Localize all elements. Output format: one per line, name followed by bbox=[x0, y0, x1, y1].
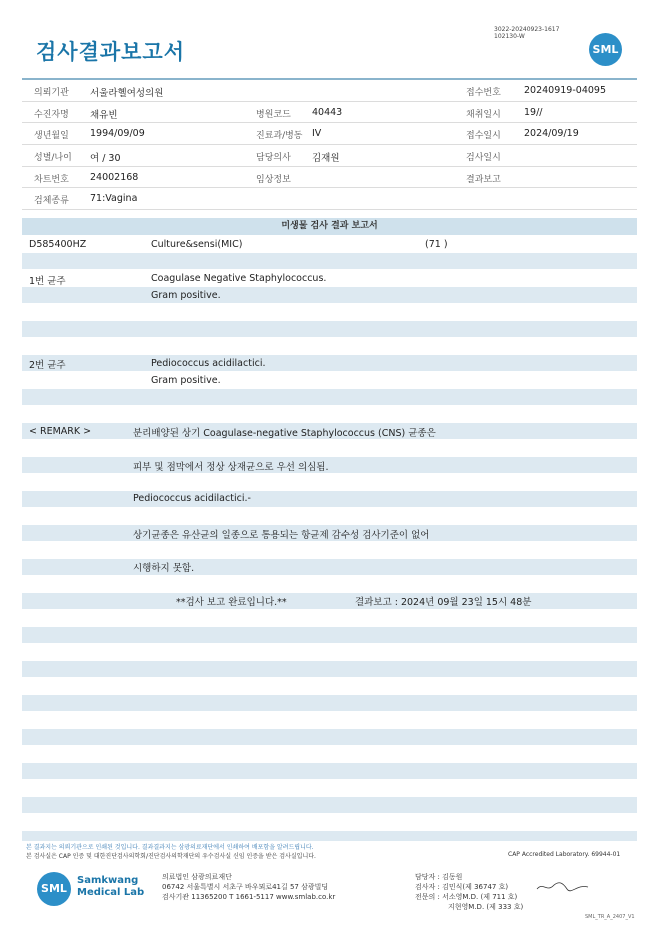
row-band bbox=[22, 321, 637, 337]
row-band bbox=[22, 729, 637, 745]
form-code: SML_TR_A_2407_V1 bbox=[585, 914, 635, 920]
info-row: 검체종류 71:Vagina bbox=[22, 188, 637, 210]
brand-name: Samkwang Medical Lab bbox=[77, 875, 145, 898]
row-band bbox=[22, 389, 637, 405]
row-band bbox=[22, 559, 637, 575]
remark-line: 피부 및 점막에서 정상 상재균으로 우선 의심됨. bbox=[133, 462, 329, 473]
organism2-label: 2번 균주 bbox=[29, 360, 66, 371]
report-time: 결과보고 : 2024년 09월 23일 15시 48분 bbox=[355, 597, 532, 608]
info-row: 의뢰기관 서울라헬여성의원 접수번호 20240919-04095 bbox=[22, 78, 637, 102]
birth-value: 1994/09/09 bbox=[90, 128, 145, 140]
chart-value: 24002168 bbox=[90, 171, 139, 183]
sex-age-value: 여 / 30 bbox=[90, 153, 121, 165]
hospital-code-value: 40443 bbox=[312, 106, 343, 118]
specimen-value: 71:Vagina bbox=[90, 193, 138, 205]
row-band bbox=[22, 763, 637, 779]
collection-date-value: 19// bbox=[524, 106, 543, 118]
patient-info-table bbox=[22, 78, 637, 210]
row-band bbox=[22, 287, 637, 303]
row-band bbox=[22, 593, 637, 609]
test-code: D585400HZ bbox=[29, 239, 87, 250]
remark-line: 시행하지 못함. bbox=[133, 563, 195, 574]
signatories: 담당자 : 김동원 검사자 : 김민식(제 36747 호) 전문의 : 서소영M.D. (제 711 호) 지현영M.D. (제 333 호) bbox=[415, 873, 524, 911]
signature-scribble bbox=[535, 880, 590, 894]
row-band bbox=[22, 355, 637, 371]
organism2-gram: Gram positive. bbox=[151, 375, 221, 386]
info-row: 수진자명 채유빈 병원코드 40443 채취일시 19// bbox=[22, 102, 637, 124]
row-band bbox=[22, 253, 637, 269]
remark-line: Pediococcus acidilactici.- bbox=[133, 493, 251, 504]
info-row: 생년월일 1994/09/09 진료과/병동 IV 접수일시 2024/09/19 bbox=[22, 123, 637, 145]
test-name: Culture&sensi(MIC) bbox=[151, 239, 243, 250]
remark-label: < REMARK > bbox=[29, 426, 92, 437]
dept-value: IV bbox=[312, 128, 322, 140]
test-specimen: (71 ) bbox=[425, 239, 448, 250]
reception-no-value: 20240919-04095 bbox=[524, 85, 607, 96]
row-band bbox=[22, 695, 637, 711]
organism2-name: Pediococcus acidilactici. bbox=[151, 358, 266, 369]
organism1-name: Coagulase Negative Staphylococcus. bbox=[151, 273, 327, 284]
cap-accreditation: CAP Accredited Laboratory. 69944-01 bbox=[508, 851, 621, 858]
patient-value: 채유빈 bbox=[90, 109, 118, 121]
institution-value: 서울라헬여성의원 bbox=[90, 88, 164, 99]
row-band bbox=[22, 627, 637, 643]
footer-accreditation: 본 검사실은 CAP 인증 및 대한진단검사의학회/진단검사의학재단의 우수검사실 신임 인증을 받은 검사실입니다. bbox=[26, 853, 316, 860]
info-row: 성별/나이 여 / 30 담당의사 김재원 검사일시 bbox=[22, 145, 637, 167]
footer-notice: 본 결과지는 의뢰기관으로 인쇄된 것입니다. 결과결과지는 삼광의료재단에서 인쇄하여 배포함을 알려드립니다. bbox=[26, 844, 314, 851]
remark-line: 상기균종은 유산균의 일종으로 통용되는 항균제 감수성 검사기준이 없어 bbox=[133, 530, 430, 541]
sml-footer-logo: SML bbox=[37, 872, 71, 906]
organism1-label: 1번 균주 bbox=[29, 276, 66, 287]
row-band bbox=[22, 831, 637, 841]
lab-address: 의료법인 삼광의료재단 06742 서울특별시 서초구 바우뫼로41길 57 삼광빌딩 검사기관 11365200 T 1661-5117 www.smlab.co.kr bbox=[162, 873, 336, 901]
sml-logo: SML bbox=[589, 33, 622, 66]
report-complete-text: **검사 보고 완료입니다.** bbox=[176, 597, 287, 608]
page-title: 검사결과보고서 bbox=[36, 40, 186, 64]
row-band bbox=[22, 661, 637, 677]
remark-line: 분리배양된 상기 Coagulase-negative Staphylococcus (CNS) 균종은 bbox=[133, 428, 436, 439]
info-row: 차트번호 24002168 임상정보 결과보고 bbox=[22, 167, 637, 189]
document-id: 3022-20240923-1617 102130-W bbox=[494, 26, 560, 40]
organism1-gram: Gram positive. bbox=[151, 290, 221, 301]
row-band bbox=[22, 457, 637, 473]
reception-date-value: 2024/09/19 bbox=[524, 128, 579, 140]
row-band bbox=[22, 797, 637, 813]
result-section-title: 미생물 검사 결과 보고서 bbox=[22, 218, 637, 235]
doctor-value: 김재원 bbox=[312, 153, 340, 165]
row-band bbox=[22, 491, 637, 507]
